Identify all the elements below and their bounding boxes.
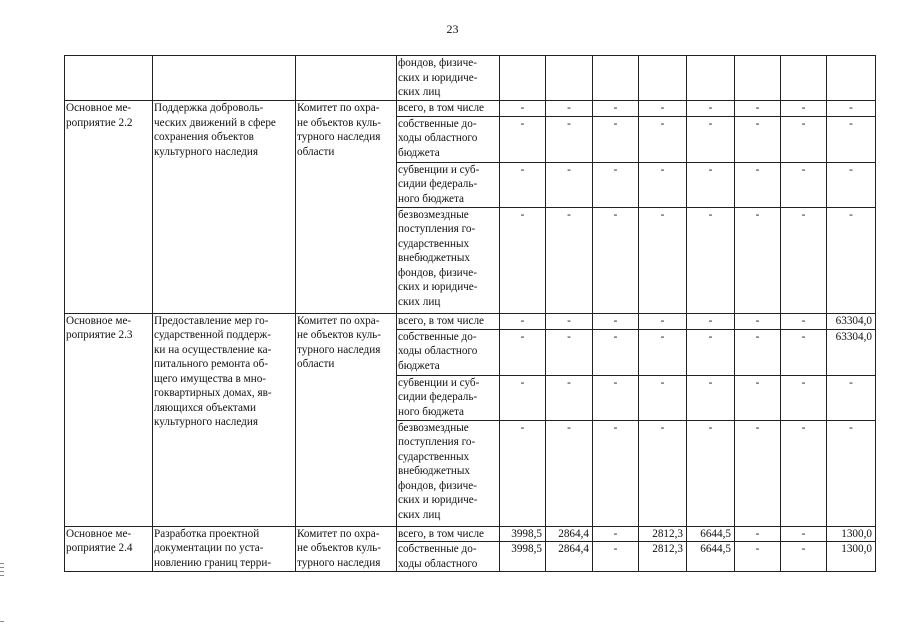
value-cell: 63304,0	[827, 329, 876, 375]
value-cell: -	[546, 116, 593, 162]
value-cell: -	[546, 207, 593, 313]
value-cell: -	[500, 313, 546, 329]
value-cell: -	[687, 420, 735, 526]
funding-source-cell: собственные до- ходы областного бюджета	[397, 116, 500, 162]
value-cell: -	[687, 329, 735, 375]
value-cell	[546, 56, 593, 101]
value-cell: -	[593, 526, 639, 542]
value-cell: -	[639, 207, 687, 313]
value-cell: -	[593, 329, 639, 375]
value-cell: -	[781, 375, 827, 420]
executor-cell: Комитет по охра- не объектов куль- турного наследия	[296, 526, 397, 572]
value-cell: -	[500, 420, 546, 526]
funding-source-cell: безвозмездные поступления го- сударственных внебюджетных фондов, физиче- ских и юридиче- ских лиц	[397, 207, 500, 313]
value-cell: -	[546, 375, 593, 420]
value-cell	[827, 56, 876, 101]
value-cell: -	[781, 329, 827, 375]
value-cell: -	[639, 313, 687, 329]
funding-source-cell: фондов, физиче- ских и юридиче- ских лиц	[397, 56, 500, 101]
value-cell: -	[735, 313, 781, 329]
value-cell: 2812,3	[639, 526, 687, 542]
value-cell: 2864,4	[546, 526, 593, 542]
title-cell: Разработка проектной документации по уста- новлению границ терри-	[153, 526, 296, 572]
value-cell: -	[687, 313, 735, 329]
value-cell: -	[500, 329, 546, 375]
scan-artifact	[0, 563, 4, 564]
value-cell: -	[500, 116, 546, 162]
page-number: 23	[446, 22, 459, 36]
scan-artifact	[0, 621, 4, 622]
funding-source-cell: субвенции и суб- сидии федераль- ного бюджета	[397, 162, 500, 207]
value-cell: -	[639, 375, 687, 420]
funding-source-cell: собственные до- ходы областного	[397, 542, 500, 572]
scan-artifact	[0, 571, 4, 572]
value-cell: -	[500, 207, 546, 313]
value-cell: -	[639, 420, 687, 526]
executor-cell	[296, 56, 397, 101]
value-cell: -	[546, 313, 593, 329]
activity-cell	[65, 56, 153, 101]
funding-source-cell: всего, в том числе	[397, 313, 500, 329]
value-cell: 3998,5	[500, 526, 546, 542]
value-cell: -	[735, 207, 781, 313]
value-cell: -	[735, 101, 781, 117]
value-cell: 3998,5	[500, 542, 546, 572]
table-row	[65, 313, 876, 329]
value-cell: -	[546, 420, 593, 526]
value-cell: -	[735, 116, 781, 162]
funding-source-cell: безвозмездные поступления го- сударственных внебюджетных фондов, физиче- ских и юридиче- ских лиц	[397, 420, 500, 526]
value-cell: -	[781, 542, 827, 572]
value-cell: -	[500, 101, 546, 117]
table-row	[65, 526, 876, 542]
value-cell: -	[546, 329, 593, 375]
title-cell: Поддержка доброволь- ческих движений в сфере сохранения объектов культурного наследия	[153, 101, 296, 314]
value-cell: -	[827, 101, 876, 117]
value-cell: -	[639, 101, 687, 117]
value-cell: -	[639, 329, 687, 375]
title-cell: Предоставление мер го- сударственной поддерж- ки на осуществление ка- питального ремонта об- щего имущества в мно- гоквартирных домах, яв- ляющихся объектами культурного наследия	[153, 313, 296, 526]
value-cell: -	[827, 375, 876, 420]
value-cell: 2812,3	[639, 542, 687, 572]
value-cell: -	[687, 162, 735, 207]
value-cell: -	[735, 526, 781, 542]
table-row	[65, 56, 876, 101]
activity-cell: Основное ме- роприятие 2.3	[65, 313, 153, 526]
value-cell: -	[687, 207, 735, 313]
value-cell: -	[593, 542, 639, 572]
value-cell: -	[781, 162, 827, 207]
value-cell: 6644,5	[687, 526, 735, 542]
value-cell: -	[593, 116, 639, 162]
value-cell	[687, 56, 735, 101]
funding-source-cell: субвенции и суб- сидии федераль- ного бюджета	[397, 375, 500, 420]
title-cell	[153, 56, 296, 101]
value-cell: -	[687, 116, 735, 162]
executor-cell: Комитет по охра- не объектов куль- турного наследия области	[296, 313, 397, 526]
value-cell: 1300,0	[827, 542, 876, 572]
value-cell	[500, 56, 546, 101]
scan-artifact	[0, 567, 4, 568]
value-cell: 6644,5	[687, 542, 735, 572]
value-cell: -	[593, 375, 639, 420]
table-row	[65, 101, 876, 117]
value-cell: -	[827, 162, 876, 207]
activity-cell: Основное ме- роприятие 2.2	[65, 101, 153, 314]
value-cell	[639, 56, 687, 101]
value-cell: -	[593, 313, 639, 329]
funding-source-cell: собственные до- ходы областного бюджета	[397, 329, 500, 375]
value-cell: -	[781, 420, 827, 526]
activity-cell: Основное ме- роприятие 2.4	[65, 526, 153, 572]
value-cell: -	[593, 162, 639, 207]
value-cell	[781, 56, 827, 101]
value-cell: -	[687, 101, 735, 117]
value-cell	[593, 56, 639, 101]
value-cell: -	[781, 207, 827, 313]
value-cell: -	[781, 101, 827, 117]
value-cell: -	[735, 375, 781, 420]
value-cell: -	[781, 526, 827, 542]
value-cell: -	[500, 162, 546, 207]
value-cell: -	[500, 375, 546, 420]
funding-source-cell: всего, в том числе	[397, 526, 500, 542]
value-cell: 63304,0	[827, 313, 876, 329]
value-cell: -	[735, 420, 781, 526]
value-cell	[735, 56, 781, 101]
value-cell: -	[735, 329, 781, 375]
value-cell: -	[687, 375, 735, 420]
value-cell: -	[546, 101, 593, 117]
value-cell: -	[827, 207, 876, 313]
scan-artifact	[0, 575, 4, 576]
value-cell: -	[735, 542, 781, 572]
value-cell: -	[593, 101, 639, 117]
value-cell: -	[781, 116, 827, 162]
value-cell: -	[639, 116, 687, 162]
value-cell: -	[827, 420, 876, 526]
value-cell: -	[781, 313, 827, 329]
value-cell: 2864,4	[546, 542, 593, 572]
value-cell: -	[593, 420, 639, 526]
value-cell: -	[735, 162, 781, 207]
budget-table	[64, 55, 876, 572]
value-cell: 1300,0	[827, 526, 876, 542]
value-cell: -	[639, 162, 687, 207]
value-cell: -	[546, 162, 593, 207]
funding-source-cell: всего, в том числе	[397, 101, 500, 117]
value-cell: -	[827, 116, 876, 162]
executor-cell: Комитет по охра- не объектов куль- турного наследия области	[296, 101, 397, 314]
value-cell: -	[593, 207, 639, 313]
